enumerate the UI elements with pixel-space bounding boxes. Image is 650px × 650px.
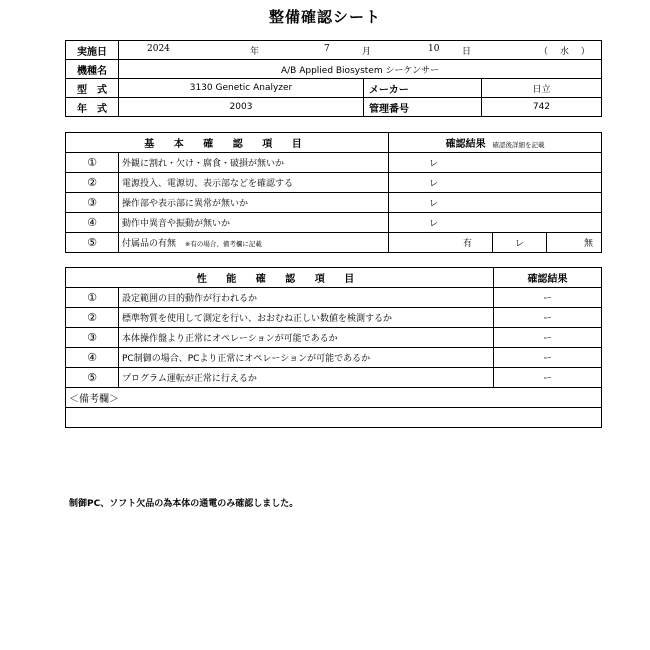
perf-row-result: ー (494, 348, 602, 368)
basic-header: 基 本 確 認 項 目 (66, 133, 389, 153)
basic-row-text: 動作中異音や振動が無いか (119, 213, 389, 233)
perf-row-text: 本体操作盤より正常にオペレーションが可能であるか (119, 328, 494, 348)
perf-row-num: ⑤ (66, 368, 119, 388)
basic-row-text: 操作部や表示部に異常が無いか (119, 193, 389, 213)
model-label: 型 式 (66, 79, 119, 98)
info-table (65, 40, 602, 117)
date-month-unit: 月 (362, 47, 372, 57)
perf-row-num: ① (66, 288, 119, 308)
perf-row-text: PC制御の場合、PCより正常にオペレーションが可能であるか (119, 348, 494, 368)
year-label: 年 式 (66, 98, 119, 117)
date-month: 7 (324, 44, 330, 54)
date-year-unit: 年 (250, 47, 260, 57)
perf-row-text: 標準物質を使用して測定を行い、おおむね正しい数値を検測するか (119, 308, 494, 328)
basic-row (66, 173, 602, 193)
mgmt-value: 742 (482, 98, 602, 117)
basic-header-row (66, 133, 602, 153)
perf-row-num: ④ (66, 348, 119, 368)
basic-row-num: ① (66, 153, 119, 173)
date-day: 10 (428, 44, 440, 54)
perf-row (66, 288, 602, 308)
basic-check-table (65, 132, 602, 253)
accessories-yes: 有 (389, 233, 493, 253)
basic-result-note: 確認後詳細を記載 (492, 141, 545, 149)
perf-row-result: ー (494, 368, 602, 388)
basic-row (66, 213, 602, 233)
performance-check-table (65, 267, 602, 509)
basic-row (66, 153, 602, 173)
perf-row-text: プログラム運転が正常に行えるか (119, 368, 494, 388)
page-title: 整備確認シート (268, 8, 381, 26)
perf-row-text: 設定範囲の目的動作が行われるか (119, 288, 494, 308)
accessories-text: 付属品の有無 (122, 239, 177, 249)
basic-row-result: レ (389, 153, 602, 173)
basic-row-num: ③ (66, 193, 119, 213)
basic-row-num: ⑤ (66, 233, 119, 253)
year-row (66, 98, 602, 117)
notes-body (66, 408, 602, 509)
model-value: 3130 Genetic Analyzer (119, 79, 364, 98)
notes-body-row (66, 408, 602, 428)
date-weekday: （ 水 ） (539, 47, 590, 57)
perf-row (66, 308, 602, 328)
basic-row-result: レ (389, 213, 602, 233)
notes-text: 制御PC、ソフト欠品の為本体の通電のみ確認しました。 (69, 499, 299, 509)
date-label: 実施日 (66, 41, 119, 60)
model-type-value: A/B Applied Biosystem シーケンサー (119, 60, 602, 79)
model-type-label: 機種名 (66, 60, 119, 79)
basic-row-result: レ (389, 193, 602, 213)
date-year: 2024 (147, 44, 170, 54)
perf-row (66, 348, 602, 368)
basic-row-num: ④ (66, 213, 119, 233)
mgmt-label: 管理番号 (364, 98, 482, 117)
maker-label: メーカー (364, 79, 482, 98)
basic-result-title: 確認結果 (445, 139, 486, 150)
basic-result-header (389, 133, 602, 153)
basic-row-accessories (66, 233, 602, 253)
perf-row-num: ③ (66, 328, 119, 348)
accessories-text-cell (119, 233, 389, 253)
basic-row-result: レ (389, 173, 602, 193)
perf-row-result: ー (494, 308, 602, 328)
accessories-no: 無 (547, 233, 602, 253)
perf-header-row (66, 268, 602, 288)
year-value: 2003 (119, 98, 364, 117)
notes-header: ＜備考欄＞ (66, 388, 602, 408)
perf-row (66, 368, 602, 388)
perf-row-result: ー (494, 328, 602, 348)
basic-row-text: 電源投入、電源切、表示部などを確認する (119, 173, 389, 193)
basic-row (66, 193, 602, 213)
date-day-unit: 日 (462, 47, 472, 57)
perf-result-header: 確認結果 (494, 268, 602, 288)
basic-row-num: ② (66, 173, 119, 193)
maker-value: 日立 (482, 79, 602, 98)
notes-header-row (66, 388, 602, 408)
perf-row-num: ② (66, 308, 119, 328)
date-row (66, 41, 602, 60)
model-type-row (66, 60, 602, 79)
perf-header: 性 能 確 認 項 目 (66, 268, 494, 288)
basic-row-text: 外観に割れ・欠け・腐食・破損が無いか (119, 153, 389, 173)
date-value (119, 41, 602, 60)
accessories-check: レ (493, 233, 547, 253)
accessories-note: ※有の場合、備考欄に記載 (184, 240, 262, 248)
perf-row (66, 328, 602, 348)
perf-row-result: ー (494, 288, 602, 308)
model-row (66, 79, 602, 98)
